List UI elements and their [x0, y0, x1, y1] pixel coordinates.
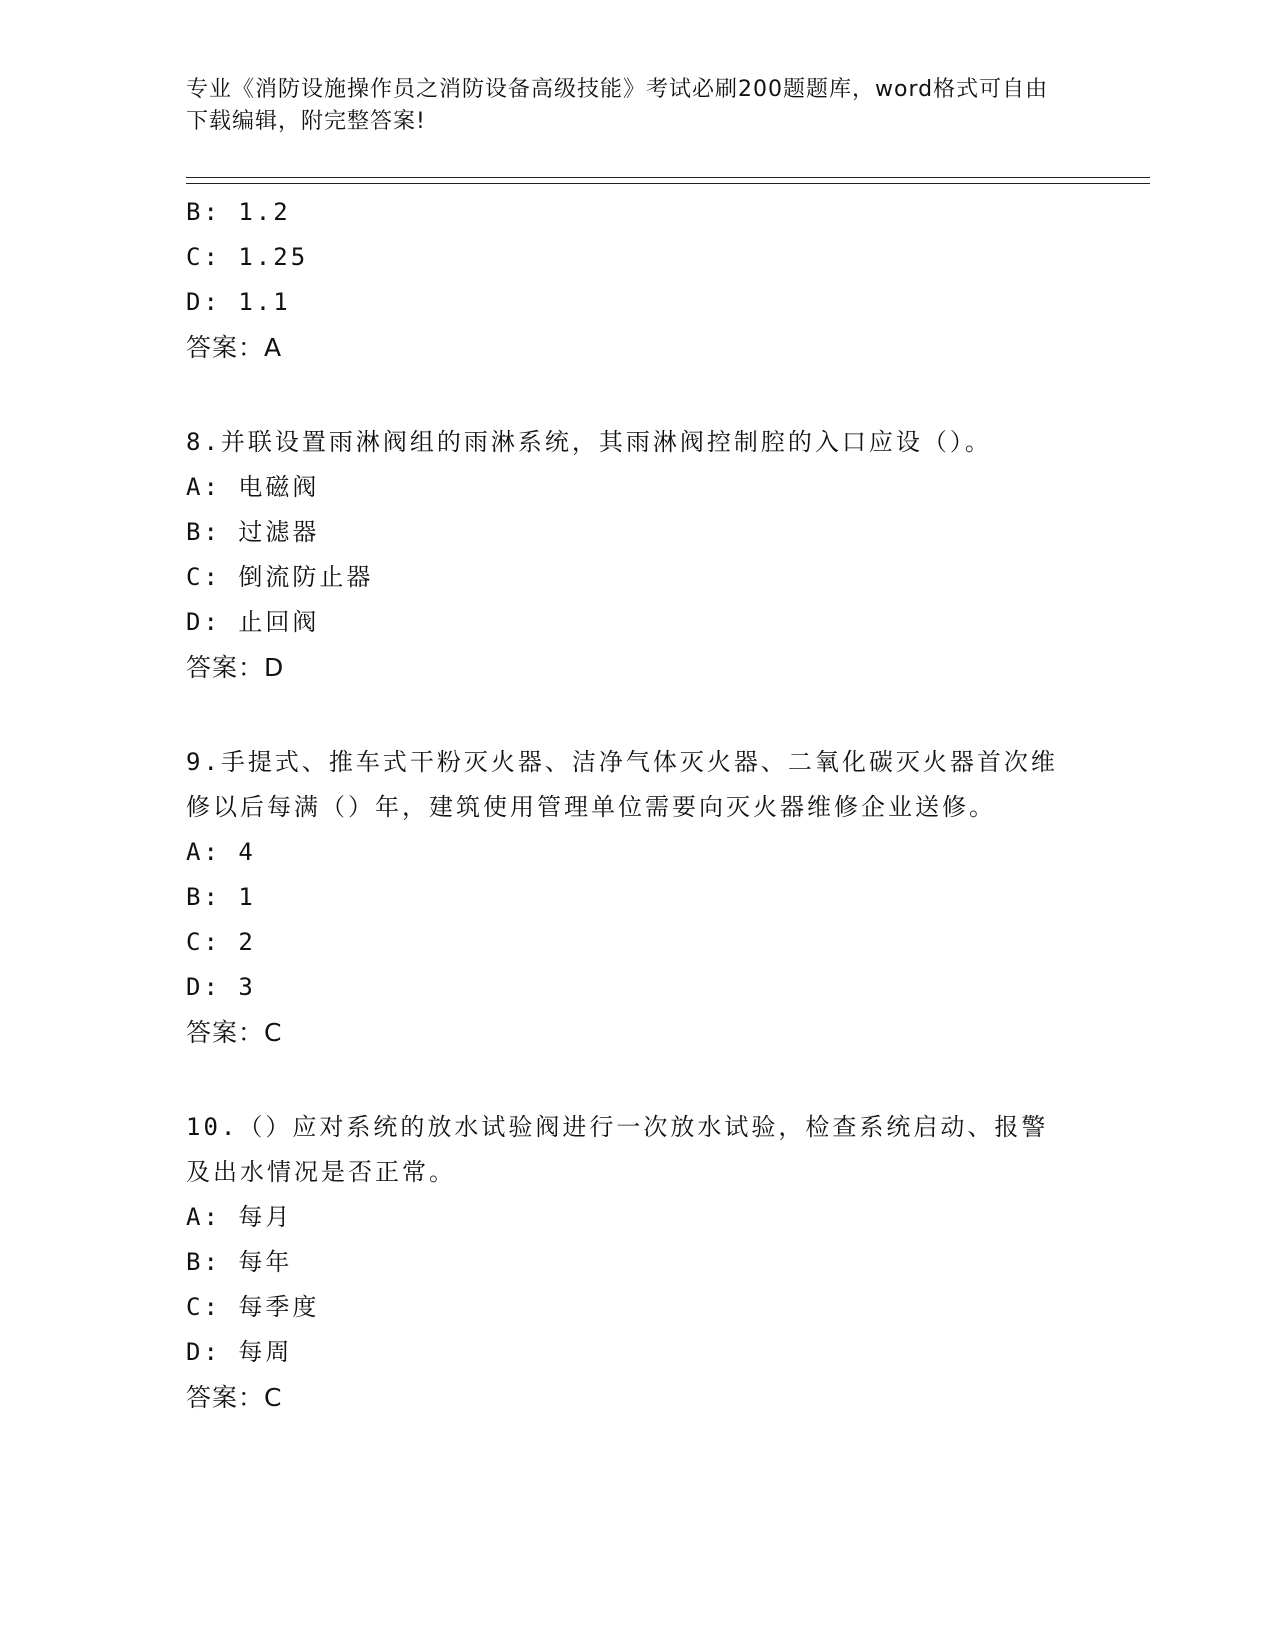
- option-d: D: 3: [186, 973, 256, 1001]
- question-stem: 10.（）应对系统的放水试验阀进行一次放水试验，检查系统启动、报警及出水情况是否正常。: [186, 1113, 1049, 1186]
- header-divider: [186, 177, 1150, 184]
- option-b: B: 1: [186, 883, 256, 911]
- document-body: [186, 190, 1066, 1420]
- option-a: A: 电磁阀: [186, 473, 320, 501]
- answer-line: 答案：C: [186, 1018, 283, 1047]
- answer-line: 答案：A: [186, 333, 283, 362]
- question-8: [186, 420, 1066, 690]
- option-d: D: 1.1: [186, 288, 291, 316]
- document-header: 专业《消防设施操作员之消防设备高级技能》考试必刷200题题库，word格式可自由下载编辑，附完整答案!: [186, 77, 1049, 134]
- option-c: C: 倒流防止器: [186, 563, 374, 591]
- question-9: [186, 740, 1066, 1055]
- option-b: B: 1.2: [186, 198, 291, 226]
- question-stem: 9.手提式、推车式干粉灭火器、洁净气体灭火器、二氧化碳灭火器首次维修以后每满（）年，建筑使用管理单位需要向灭火器维修企业送修。: [186, 748, 1058, 821]
- question-stem: 8.并联设置雨淋阀组的雨淋系统，其雨淋阀控制腔的入口应设（）。: [186, 428, 992, 456]
- partial-question: [186, 190, 1066, 370]
- answer-line: 答案：D: [186, 653, 285, 682]
- option-d: D: 止回阀: [186, 608, 320, 636]
- option-c: C: 1.25: [186, 243, 309, 271]
- option-b: B: 每年: [186, 1248, 293, 1276]
- answer-line: 答案：C: [186, 1383, 283, 1412]
- option-c: C: 2: [186, 928, 256, 956]
- option-d: D: 每周: [186, 1338, 293, 1366]
- option-a: A: 每月: [186, 1203, 293, 1231]
- option-c: C: 每季度: [186, 1293, 320, 1321]
- option-a: A: 4: [186, 838, 256, 866]
- option-b: B: 过滤器: [186, 518, 320, 546]
- question-10: [186, 1105, 1066, 1420]
